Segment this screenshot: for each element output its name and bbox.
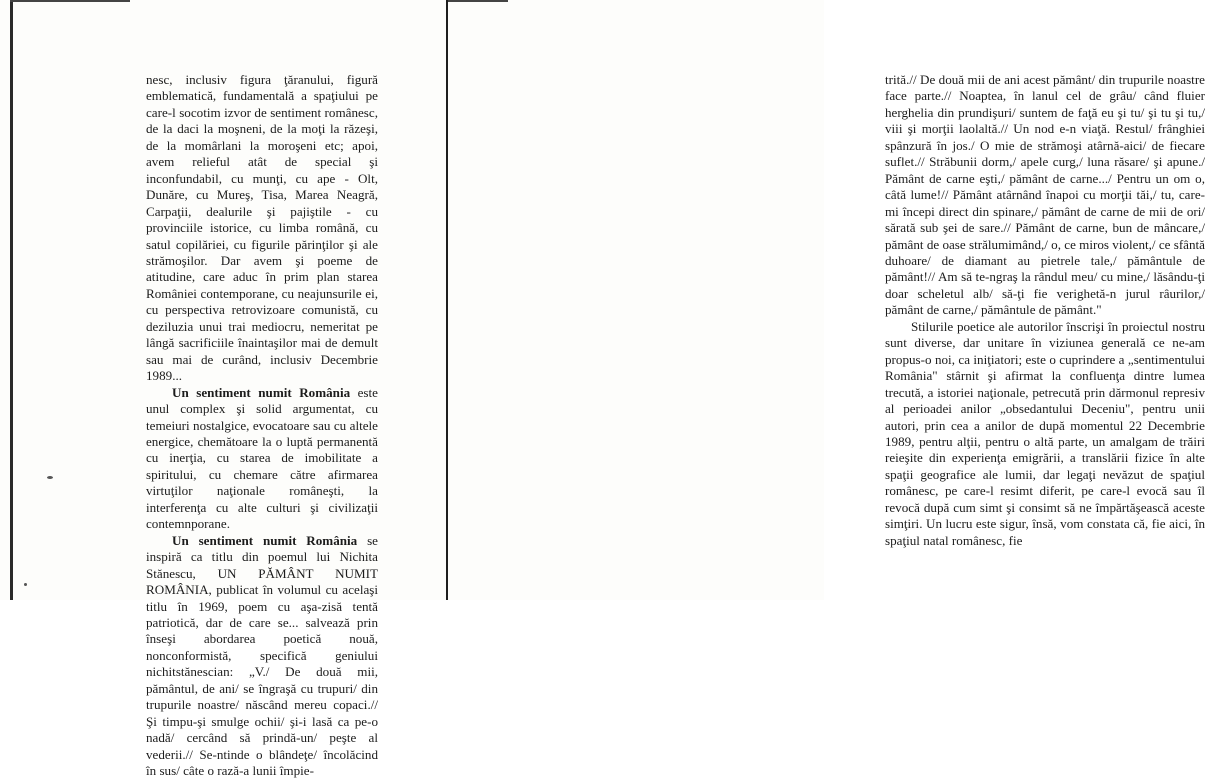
left-page [0, 0, 412, 779]
book-title-bold: Un sentiment numit România [172, 384, 351, 400]
right-page [412, 0, 1205, 600]
left-page-text [146, 72, 378, 779]
paragraph-text: este unul complex şi solid argumentat, cu temeiuri nostalgice, evocatoare sau cu altele energice, chemătoare la o luptă permanentă cu inerţia, cu starea de imobilitate a spiritului, cu chemare către afirmarea virtuţilor naţionale româneşti, la interferenţa cu alte culturi şi civilizaţii contemnporane. [146, 384, 378, 532]
left-paragraph-continued: nesc, inclusiv figura ţăranului, figură emblematică, fundamentală a spaţiului pe care-l socotim izvor de sentiment românesc, de la daci la moşneni, de la moţi la răzeşi, de la momârlani la moroşeni etc; apoi, avem relieful atât de special şi inconfundabil, cu munţi, cu ape - Olt, Dunăre, cu Mureş, Tisa, Marea Neagră, Carpaţii, dealurile şi pajiştile - cu provinciile istorice, cu limba română, cu satul copilăriei, cu figurile părinţilor şi ale strămoşilor. Dar avem şi poeme de atitudine, care aduc în prim plan starea României contemporane, cu neajunsurile ei, cu perspectiva retrovizoare comunistă, cu deziluzia unui trai mediocru, nemeritat pe lângă sacrificiile înaintaşilor mai de demult sau mai de curând, inclusiv Decembrie 1989... [146, 72, 378, 384]
left-paragraph-sentiment [146, 385, 378, 533]
left-paragraph-inspiration [146, 533, 378, 779]
right-paragraph-poem: trită.// De două mii de ani acest pământ/ din trupurile noastre face parte.// Noaptea, în lanul cel de grâu/ când fluier herghelia din prundişuri/ suntem de faţă eu şi tu/ şi tu şi tu,/ viii şi morţii laolaltă.// Un nod e-n viaţă. Restul/ frânghiei spânzură în jos./ O mie de strămoşi atârnă-aici/ de fiecare suflet.// Străbunii dorm,/ apele curg,/ luna răsare/ şi apune./ Pământ de carne eşti,/ pământ de carne.../ Pentru un om o, câtă lume!// Pământ atârnând înapoi cu morţii tăi,/ tu, care-mi începi direct din spinare,/ pământ de carne de mii de ori/ sărată sub şei de sare.// Pământ de carne, bun de mâncare,/ pământ de oase strălumimând,/ o, ce miros violent,/ ce sfântă duhoare/ de diamant au pietrele tale,/ pământule de pământ!// Am să te-ngraş la rândul meu/ cu mine,/ lăsându-ţi doar scheletul alb/ să-ţi fie verighetă-n jurul râurilor,/ pământ de carne,/ pământule de pământ." [885, 72, 1205, 318]
book-title-bold: Un sentiment numit România [172, 532, 358, 548]
right-page-text [885, 72, 1205, 549]
right-paragraph-styles: Stilurile poetice ale autorilor înscrişi în proiectul nostru sunt diverse, dar unitare în viziunea generală ce ne-am propus-o noi, ca iniţiatori; este o cuprindere a „sentimentului România" stârnit şi afirmat la confluenţa dintre lumea trecută, a istoriei naţionale, petrecută prin dărmonul represiv al perioadei anilor „obsedantului Deceniu", pentru unii autori, prin cea a anilor de după momentul 22 Decembrie 1989, pentru alţii, pentru o altă parte, un amalgam de trăiri reieşite din experienţa emigrării, a translării fizice în alte spaţii geografice ale lumii, dar legaţi nevăzut de spaţiul românesc, pe care-l resimt diferit, pe care-l evocă sau îl revocă după cum simt şi consimt să ne împărtăşească aceste simţiri. Un lucru este sigur, însă, vom constata că, fie aici, în spaţiul natal românesc, fie [885, 318, 1205, 548]
paragraph-text: se inspiră ca titlu din poemul lui Nichita Stănescu, UN PĂMÂNT NUMIT ROMÂNIA, publicat în volumul cu acelaşi titlu în 1969, poem cu aşa-zisă tentă patriotică, dar de care se... salvează prin înseşi abordarea poetică nouă, nonconformistă, specifică geniului nichitstănescian: „V./ De două mii, pământul, de ani/ se îngraşă cu trupuri/ din trupurile noastre/ născând mereu copaci.// Şi timpu-şi smulge ochii/ şi-i lasă ca pe-o nadă/ cercând să prindă-un/ peşte al vederii.// Se-ntinde o blândeţe/ încolăcind în sus/ câte o rază-a lunii împie- [146, 532, 378, 779]
